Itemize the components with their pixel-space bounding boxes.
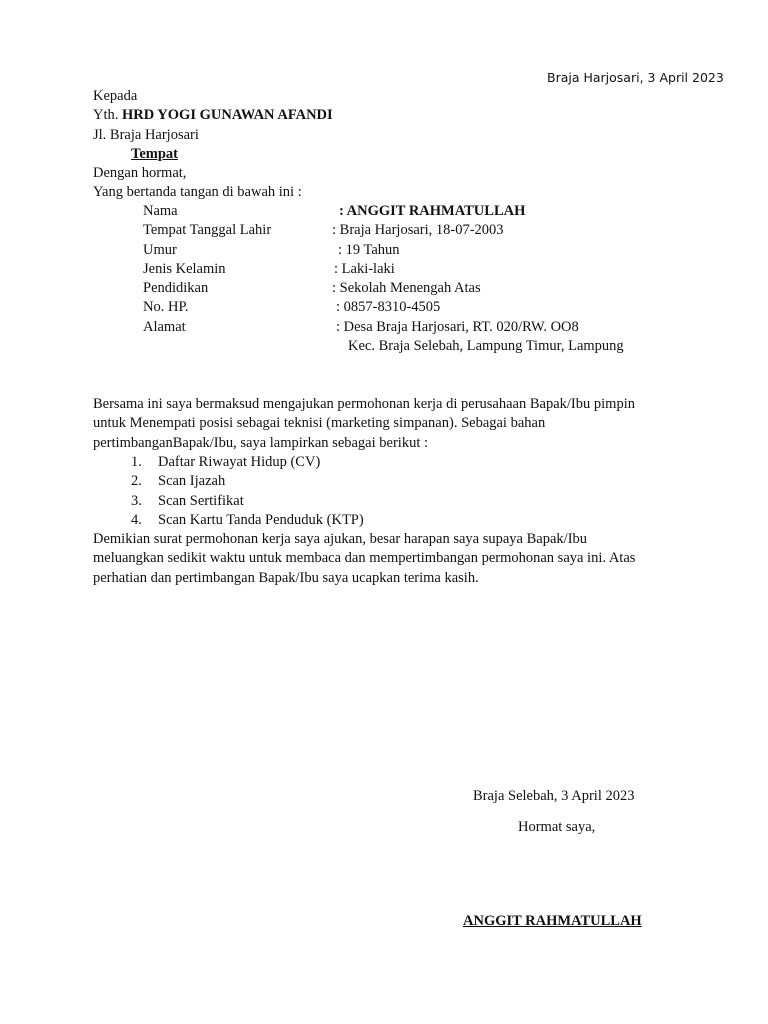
list-number: 2.	[131, 473, 142, 490]
field-value: : 0857-8310-4505	[336, 299, 441, 316]
field-row-no-hp	[143, 298, 703, 317]
body-line: untuk Menempati posisi sebagai teknisi (marketing simpanan). Sebagai bahan	[93, 415, 546, 432]
field-value: : 19 Tahun	[338, 241, 400, 258]
body-paragraph	[93, 395, 693, 453]
list-text: Scan Ijazah	[158, 473, 226, 490]
kepada-label: Kepada	[93, 88, 138, 104]
recipient-block	[93, 87, 693, 203]
recipient-line	[93, 106, 693, 125]
field-row-alamat	[143, 318, 703, 337]
closing-line: Demikian surat permohonan kerja saya ajukan, besar harapan saya supaya Bapak/Ibu	[93, 531, 588, 547]
field-label: No. HP.	[143, 299, 189, 316]
recipient-address: Jl. Braja Harjosari	[93, 126, 199, 143]
field-value: : Sekolah Menengah Atas	[332, 280, 481, 297]
field-value: : Laki-laki	[334, 260, 395, 277]
field-label: Pendidikan	[143, 280, 209, 297]
field-row-alamat-cont	[143, 337, 703, 356]
letter-date-header: Braja Harjosari, 3 April 2023	[547, 70, 724, 85]
list-number: 3.	[131, 492, 142, 509]
list-text: Daftar Riwayat Hidup (CV)	[158, 454, 321, 470]
signature-name: ANGGIT RAHMATULLAH	[463, 913, 642, 929]
applicant-fields	[143, 202, 703, 356]
list-text: Scan Kartu Tanda Penduduk (KTP)	[158, 511, 364, 528]
field-row-umur	[143, 241, 703, 260]
closing-line: meluangkan sedikit waktu untuk membaca dan mempertimbangan permohonan saya ini. Atas	[93, 550, 636, 567]
greeting: Dengan hormat,	[93, 165, 187, 182]
field-value: : Braja Harjosari, 18-07-2003	[332, 222, 504, 239]
signature-date: Braja Selebah, 3 April 2023	[473, 788, 635, 804]
yth-prefix: Yth.	[93, 107, 119, 124]
list-number: 4.	[131, 511, 142, 528]
recipient-place	[93, 145, 693, 164]
field-label: Alamat	[143, 318, 186, 335]
body-line: pertimbanganBapak/Ibu, saya lampirkan sebagai berikut :	[93, 434, 429, 451]
place-label: Tempat	[131, 145, 178, 162]
body-line: Bersama ini saya bermaksud mengajukan permohonan kerja di perusahaan Bapak/Ibu pimpin	[93, 396, 635, 412]
field-label: Tempat Tanggal Lahir	[143, 222, 272, 239]
field-value-name: : ANGGIT RAHMATULLAH	[339, 203, 526, 219]
list-text: Scan Sertifikat	[158, 492, 244, 509]
field-label: Jenis Kelamin	[143, 260, 226, 277]
intro-line: Yang bertanda tangan di bawah ini :	[93, 184, 302, 201]
list-number: 1.	[131, 454, 142, 470]
field-row-nama	[143, 202, 703, 221]
recipient-name: HRD YOGI GUNAWAN AFANDI	[122, 107, 333, 124]
closing-paragraph	[93, 530, 693, 588]
field-value: : Desa Braja Harjosari, RT. 020/RW. OO8	[336, 318, 579, 335]
signature-greeting: Hormat saya,	[518, 819, 596, 835]
field-row-pendidikan	[143, 279, 703, 298]
address-continuation: Kec. Braja Selebah, Lampung Timur, Lampung	[348, 338, 624, 355]
closing-line: perhatian dan pertimbangan Bapak/Ibu saya ucapkan terima kasih.	[93, 569, 479, 586]
field-label: Umur	[143, 241, 177, 258]
field-row-ttl	[143, 221, 703, 240]
field-row-jenis-kelamin	[143, 260, 703, 279]
field-label: Nama	[143, 203, 178, 219]
